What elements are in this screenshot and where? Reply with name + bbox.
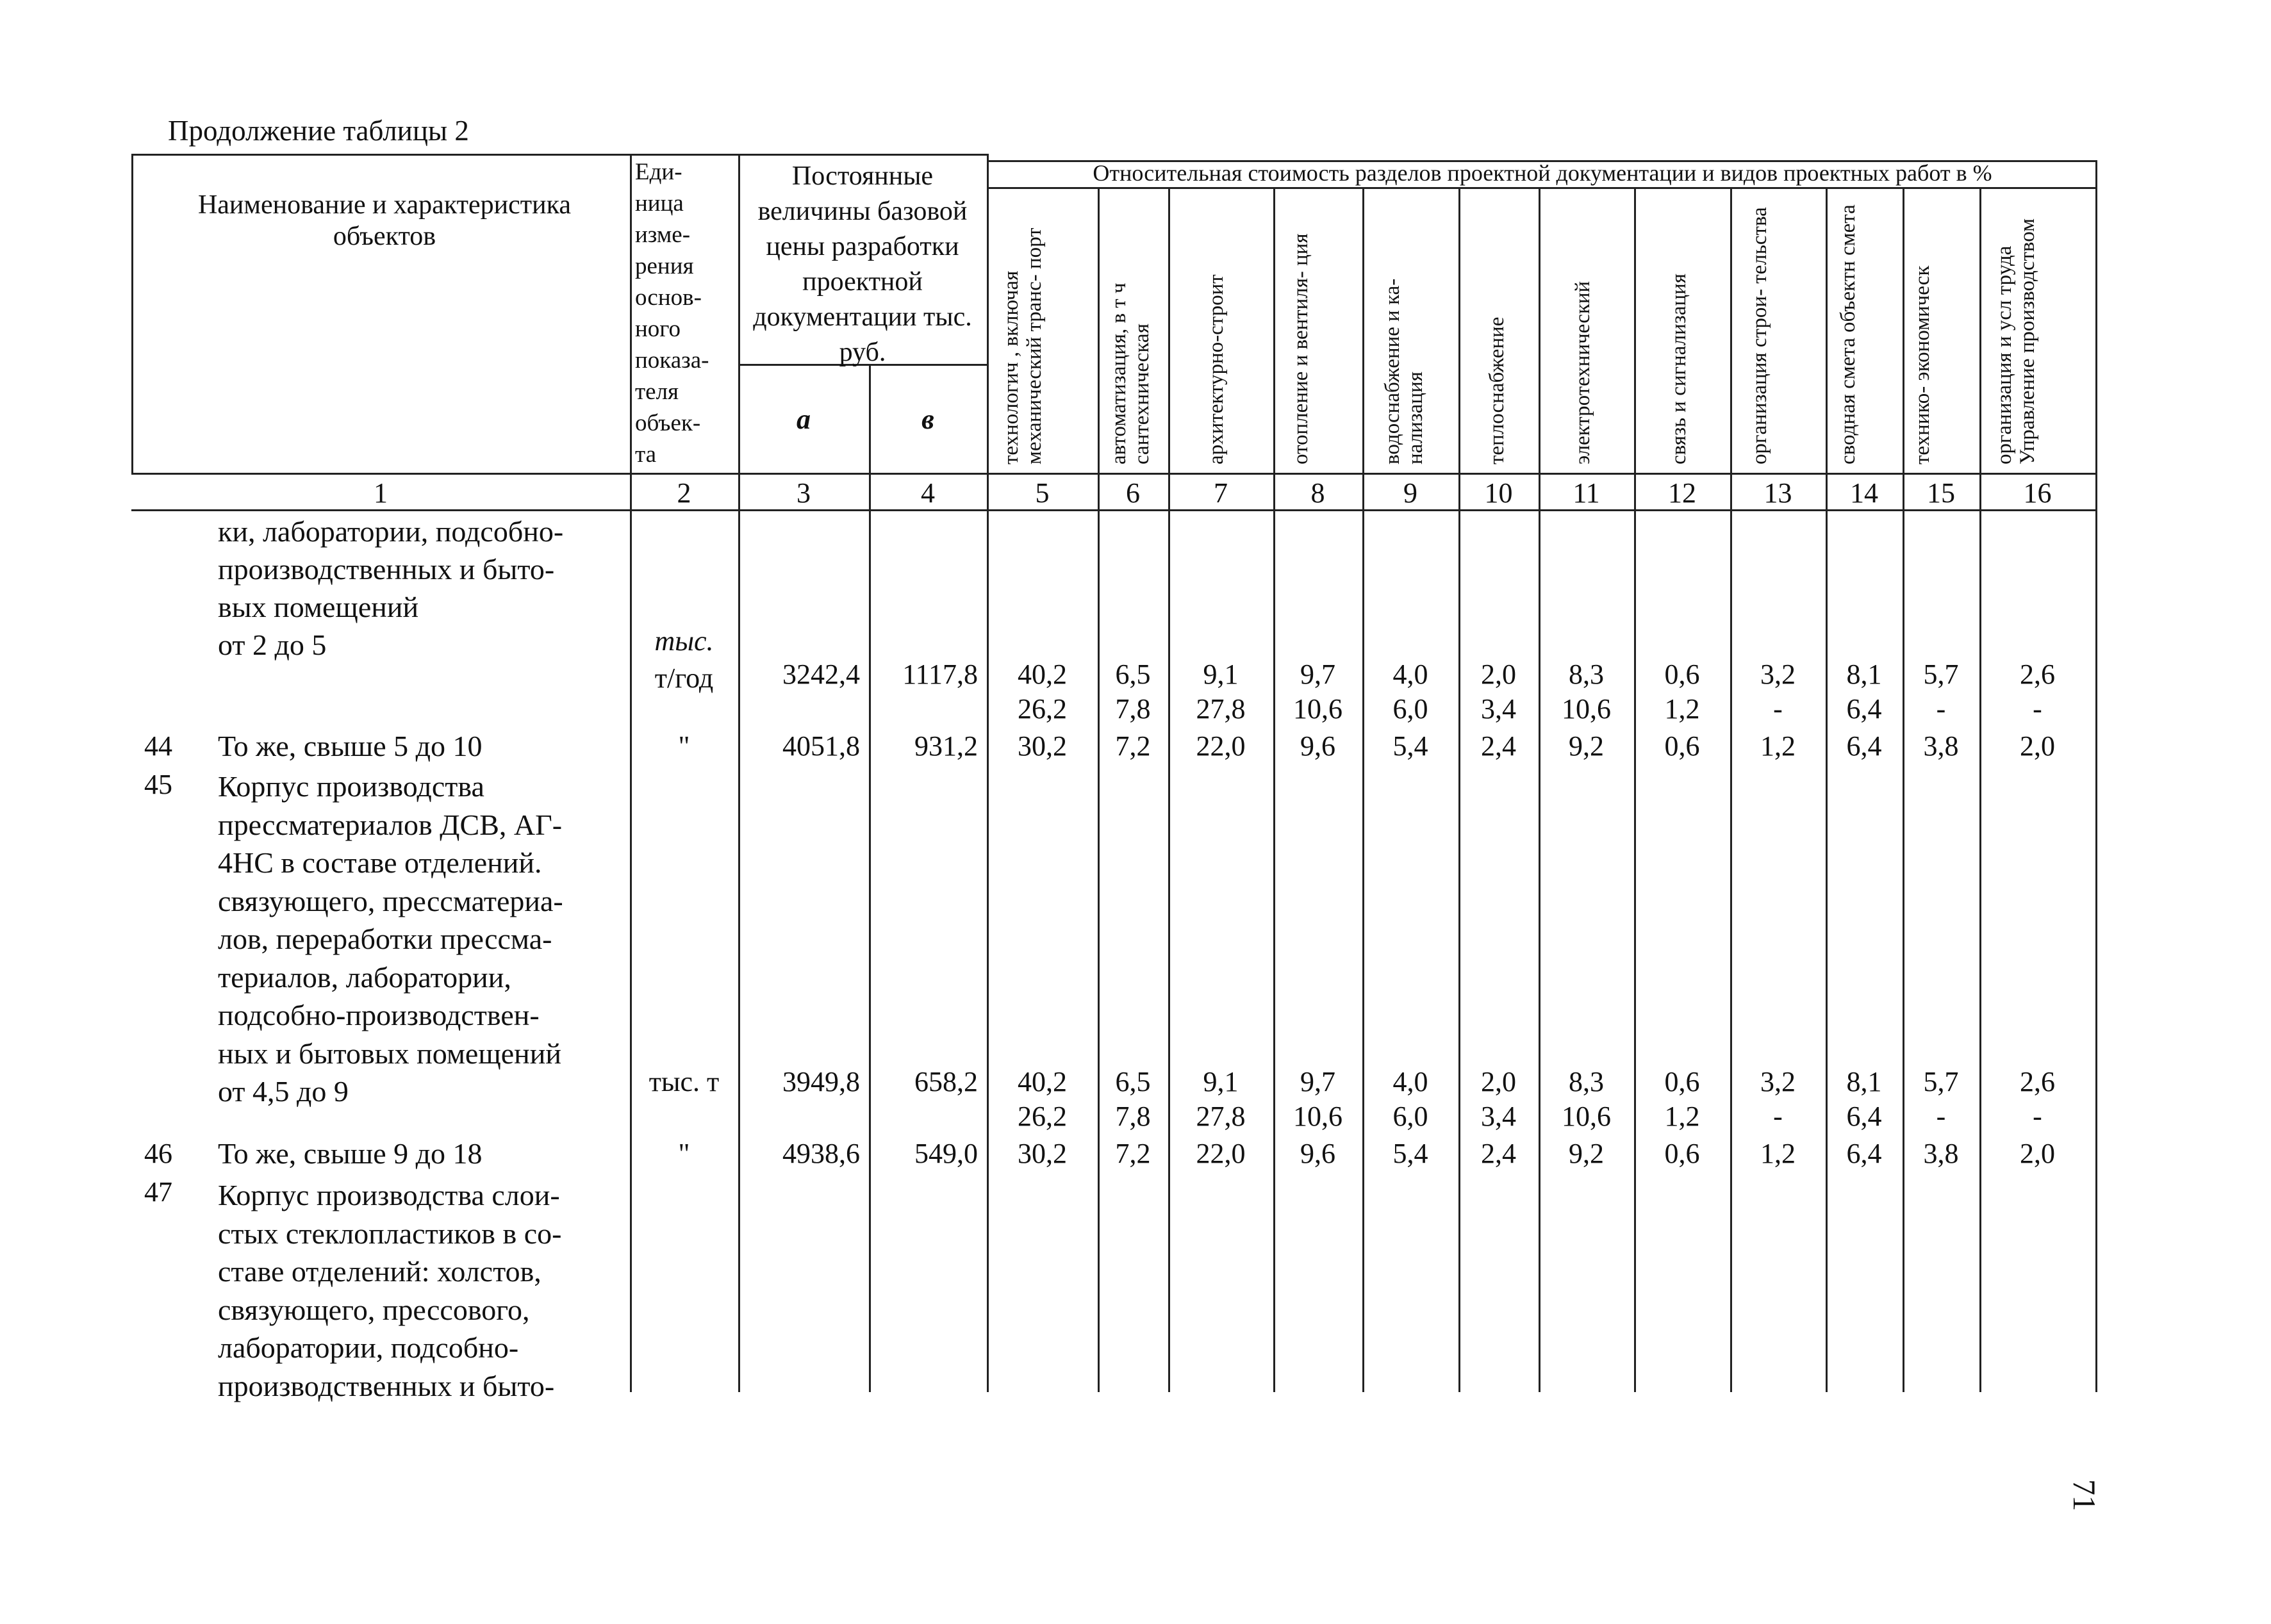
- pct-value: 3,2: [1760, 1066, 1796, 1097]
- colnum-5: 5: [1035, 477, 1050, 509]
- header-automation: автоматизация, в т ч сантехническая: [1107, 283, 1153, 464]
- colnum-1: 1: [374, 477, 388, 509]
- colnum-2: 2: [677, 477, 691, 509]
- pct-value: 9,1: [1203, 659, 1239, 690]
- pct-value: 10,6: [1562, 1101, 1611, 1132]
- pct-value: 1,2: [1760, 730, 1796, 762]
- pct-value: 7,8: [1115, 1101, 1151, 1132]
- col-line-4: [869, 364, 871, 1392]
- pct-value: 2,0: [1481, 1066, 1516, 1097]
- pct-value: 6,5: [1115, 659, 1151, 690]
- pct-value: -: [1773, 693, 1783, 725]
- pct-value: 2,0: [2020, 730, 2055, 762]
- row-unit: ": [678, 730, 690, 762]
- row-value-b: 1117,8: [902, 659, 978, 690]
- header-unit-column: Еди- ница изме- рения основ- ного показа- теля объек- та: [635, 159, 709, 468]
- pct-value: 30,2: [1018, 1138, 1067, 1169]
- header-base-price: Постоянные величины базовой цены разработки проектной документации тыс. руб.: [753, 161, 972, 367]
- colnum-6: 6: [1126, 477, 1140, 509]
- pct-value: 3,2: [1760, 659, 1796, 690]
- row-value-b: 549,0: [914, 1138, 978, 1169]
- header-relative-cost: Относительная стоимость разделов проектной документации и видов проектных работ в %: [1093, 160, 1992, 186]
- pct-value: 6,4: [1846, 1138, 1882, 1169]
- pct-value: 9,1: [1203, 1066, 1239, 1097]
- col-line-11: [1539, 187, 1540, 1392]
- pct-value: 27,8: [1196, 693, 1246, 725]
- header-architectural: архитектурно-строит: [1205, 274, 1228, 464]
- pct-value: 2,0: [1481, 659, 1516, 690]
- row-number: 46: [144, 1138, 172, 1169]
- pct-value: 3,8: [1923, 1138, 1959, 1169]
- pct-value: -: [2033, 1101, 2042, 1132]
- numbers-bottom-line: [131, 509, 2097, 511]
- pct-value: 5,4: [1392, 1138, 1428, 1169]
- pct-value: 2,4: [1481, 1138, 1516, 1169]
- header-technological: технологич , включая механический транс- порт: [1000, 227, 1046, 464]
- pct-value: 8,1: [1846, 1066, 1882, 1097]
- col-line-16: [1979, 187, 1981, 1392]
- pct-value: 2,4: [1481, 730, 1516, 762]
- header-estimate: сводная смета объектн смета: [1837, 204, 1860, 464]
- pct-value: 26,2: [1018, 1101, 1067, 1132]
- pct-value: 8,1: [1846, 659, 1882, 690]
- pct-value: 30,2: [1018, 730, 1067, 762]
- pct-value: 5,7: [1923, 1066, 1959, 1097]
- pct-value: 8,3: [1569, 1066, 1604, 1097]
- header-name-column: Наименование и характеристика объектов: [197, 190, 572, 251]
- header-col-a: а: [797, 404, 811, 435]
- pct-value: 0,6: [1664, 730, 1700, 762]
- col-line-15: [1903, 187, 1904, 1392]
- row-value-a: 3949,8: [782, 1066, 860, 1097]
- row-value-a: 4938,6: [782, 1138, 860, 1169]
- col-line-6: [1098, 187, 1100, 1392]
- pct-value: 22,0: [1196, 730, 1246, 762]
- colnum-13: 13: [1763, 477, 1792, 509]
- header-col-b: в: [921, 404, 934, 435]
- col-line-12: [1634, 187, 1636, 1392]
- pct-value: 4,0: [1392, 1066, 1428, 1097]
- row-name: Корпус производства слои- стых стеклопластиков в со- ставе отделений: холстов, связующего, прессового, лаборатории, подсобно- производственных и быто-: [218, 1179, 562, 1402]
- row-value-b: 658,2: [914, 1066, 978, 1097]
- pct-value: 3,4: [1481, 693, 1516, 725]
- pct-value: 1,2: [1664, 1101, 1700, 1132]
- table-left-line: [131, 154, 133, 474]
- pct-value: 0,6: [1664, 1066, 1700, 1097]
- col-line-7: [1168, 187, 1170, 1392]
- pct-value: 6,5: [1115, 1066, 1151, 1097]
- pct-value: -: [1936, 1101, 1946, 1132]
- header-bottom-line: [131, 473, 2097, 475]
- pct-value: 1,2: [1664, 693, 1700, 725]
- colnum-15: 15: [1927, 477, 1955, 509]
- relative-header-bottom-line: [987, 187, 2097, 189]
- colnum-11: 11: [1573, 477, 1600, 509]
- header-labor-management: организация и усл труда Управление производством: [1993, 218, 2039, 464]
- pct-value: 2,6: [2020, 1066, 2055, 1097]
- pct-value: 0,6: [1664, 659, 1700, 690]
- pct-value: 1,2: [1760, 1138, 1796, 1169]
- header-heating-ventilation: отопление и вентиля- ция: [1289, 233, 1312, 464]
- pct-value: -: [2033, 693, 2042, 725]
- pct-value: 0,6: [1664, 1138, 1700, 1169]
- pct-value: 7,2: [1115, 1138, 1151, 1169]
- colnum-12: 12: [1668, 477, 1696, 509]
- table-right-line: [2095, 160, 2097, 1392]
- pct-value: 6,0: [1392, 693, 1428, 725]
- table-top-line: [131, 154, 988, 156]
- col-line-8: [1273, 187, 1275, 1392]
- pct-value: -: [1773, 1101, 1783, 1132]
- pct-value: 6,4: [1846, 693, 1882, 725]
- pct-value: 9,6: [1300, 1138, 1335, 1169]
- pct-value: 10,6: [1293, 1101, 1342, 1132]
- pct-value: 6,0: [1392, 1101, 1428, 1132]
- row-name: Корпус производства прессматериалов ДСВ, АГ- 4НС в составе отделений. связующего, прессматериа- лов, переработки прессма- териалов, лаборатории, подсобно-производствен- ных и бытовых помещений от 4,5 до 9: [218, 770, 563, 1108]
- col-line-3: [738, 154, 740, 1392]
- row-number: 45: [144, 769, 172, 800]
- pct-value: 7,2: [1115, 730, 1151, 762]
- pct-value: 9,2: [1569, 730, 1604, 762]
- colnum-16: 16: [2023, 477, 2052, 509]
- row-value-a: 3242,4: [782, 659, 860, 690]
- colnum-10: 10: [1484, 477, 1513, 509]
- colnum-8: 8: [1310, 477, 1325, 509]
- row-name: То же, свыше 5 до 10: [218, 730, 483, 762]
- colnum-7: 7: [1214, 477, 1228, 509]
- row-value-a: 4051,8: [782, 730, 860, 762]
- col-line-2: [630, 154, 632, 1392]
- row-unit: ": [678, 1138, 690, 1169]
- pct-value: 7,8: [1115, 693, 1151, 725]
- header-technical-economic: технико- экономическ: [1911, 265, 1934, 464]
- col-line-10: [1458, 187, 1460, 1392]
- colnum-4: 4: [921, 477, 935, 509]
- pct-value: 10,6: [1562, 693, 1611, 725]
- col-line-9: [1362, 187, 1364, 1392]
- pct-value: 40,2: [1018, 659, 1067, 690]
- col-line-14: [1826, 187, 1828, 1392]
- pct-value: 2,0: [2020, 1138, 2055, 1169]
- pct-value: 9,7: [1300, 1066, 1335, 1097]
- table-caption: Продолжение таблицы 2: [168, 115, 469, 147]
- row-name: То же, свыше 9 до 18: [218, 1137, 483, 1170]
- page-number: 71: [2067, 1479, 2102, 1511]
- header-heat-supply: теплоснабжение: [1485, 316, 1508, 464]
- pct-value: 5,4: [1392, 730, 1428, 762]
- pct-value: 26,2: [1018, 693, 1067, 725]
- pct-value: 10,6: [1293, 693, 1342, 725]
- row-number: 47: [144, 1176, 172, 1208]
- pct-value: 27,8: [1196, 1101, 1246, 1132]
- pct-value: 3,8: [1923, 730, 1959, 762]
- header-water-sewage: водоснабжение и ка- нализация: [1381, 278, 1427, 464]
- row-number: 44: [144, 730, 172, 762]
- header-electrical: электротехнический: [1571, 281, 1594, 464]
- row-unit: тыс. т: [648, 1066, 720, 1097]
- pct-value: 8,3: [1569, 659, 1604, 690]
- pct-value: 6,4: [1846, 1101, 1882, 1132]
- colnum-3: 3: [797, 477, 811, 509]
- pct-value: 9,6: [1300, 730, 1335, 762]
- row-name: ки, лаборатории, подсобно- производственных и быто- вых помещений от 2 до 5: [218, 515, 564, 661]
- pct-value: 5,7: [1923, 659, 1959, 690]
- col-line-5: [987, 154, 989, 1392]
- pct-value: 6,4: [1846, 730, 1882, 762]
- header-construction-organization: организация строи- тельства: [1748, 207, 1771, 464]
- pct-value: -: [1936, 693, 1946, 725]
- pct-value: 40,2: [1018, 1066, 1067, 1097]
- pct-value: 22,0: [1196, 1138, 1246, 1169]
- colnum-9: 9: [1403, 477, 1417, 509]
- pct-value: 2,6: [2020, 659, 2055, 690]
- pct-value: 4,0: [1392, 659, 1428, 690]
- pct-value: 9,7: [1300, 659, 1335, 690]
- pct-value: 3,4: [1481, 1101, 1516, 1132]
- row-unit: тыс. т/год: [654, 625, 714, 694]
- pct-value: 9,2: [1569, 1138, 1604, 1169]
- header-communication: связь и сигнализация: [1667, 274, 1690, 464]
- row-value-b: 931,2: [914, 730, 978, 762]
- col-line-13: [1730, 187, 1732, 1392]
- colnum-14: 14: [1850, 477, 1878, 509]
